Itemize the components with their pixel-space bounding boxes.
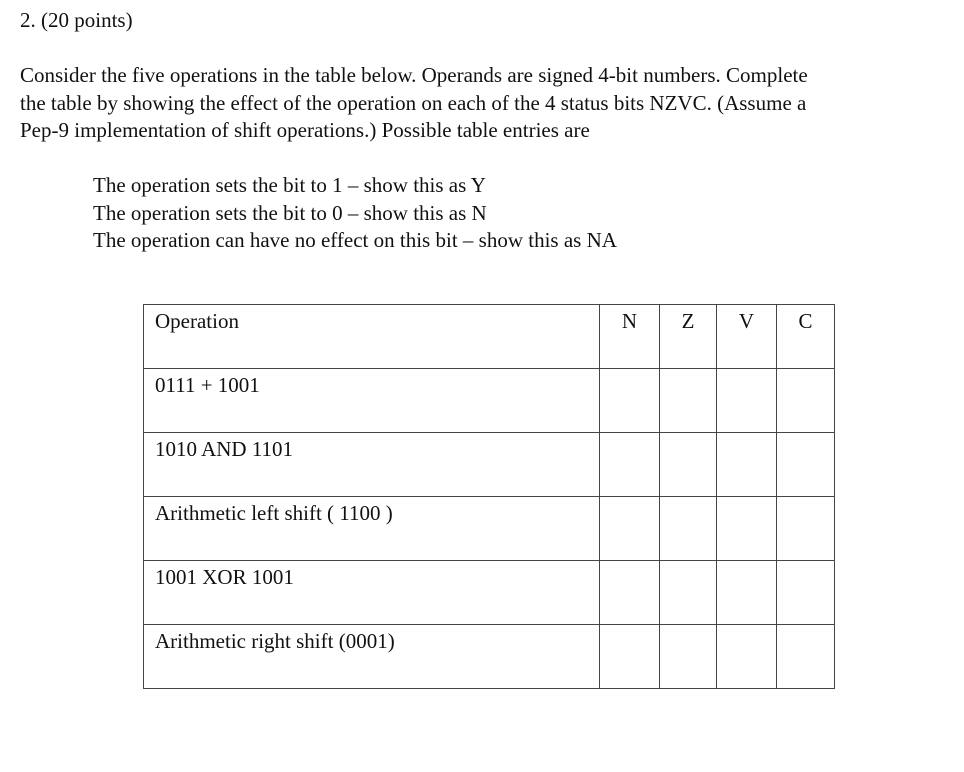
c-answer-cell[interactable]	[777, 497, 835, 561]
intro-line: Pep-9 implementation of shift operations.) Possible table entries are	[20, 118, 590, 142]
entry-option-na: The operation can have no effect on this bit – show this as NA	[93, 228, 617, 252]
c-answer-cell[interactable]	[777, 369, 835, 433]
header-c: C	[777, 305, 835, 369]
operation-cell: 1001 XOR 1001	[144, 561, 600, 625]
c-answer-cell[interactable]	[777, 625, 835, 689]
entry-option-yes: The operation sets the bit to 1 – show this as Y	[93, 173, 486, 197]
operation-cell: Arithmetic left shift ( 1100 )	[144, 497, 600, 561]
z-answer-cell[interactable]	[660, 433, 717, 497]
entry-option-no: The operation sets the bit to 0 – show this as N	[93, 200, 487, 225]
table-row	[144, 369, 835, 433]
v-answer-cell[interactable]	[717, 497, 777, 561]
z-answer-cell[interactable]	[660, 561, 717, 625]
n-answer-cell[interactable]	[600, 497, 660, 561]
intro-line: the table by showing the effect of the operation on each of the 4 status bits NZVC. (Assume a	[20, 90, 807, 115]
v-answer-cell[interactable]	[717, 369, 777, 433]
v-answer-cell[interactable]	[717, 433, 777, 497]
status-bits-table	[143, 304, 835, 689]
table-header-row	[144, 305, 835, 369]
intro-line: Consider the five operations in the table below. Operands are signed 4-bit numbers. Complete	[20, 63, 808, 87]
table-row	[144, 561, 835, 625]
n-answer-cell[interactable]	[600, 561, 660, 625]
v-answer-cell[interactable]	[717, 561, 777, 625]
table-row	[144, 625, 835, 689]
n-answer-cell[interactable]	[600, 625, 660, 689]
operation-cell: 1010 AND 1101	[144, 433, 600, 497]
header-v: V	[717, 305, 777, 369]
question-intro	[20, 62, 940, 145]
operation-cell: 0111 + 1001	[144, 369, 600, 433]
header-n: N	[600, 305, 660, 369]
table-row	[144, 497, 835, 561]
c-answer-cell[interactable]	[777, 561, 835, 625]
n-answer-cell[interactable]	[600, 433, 660, 497]
z-answer-cell[interactable]	[660, 625, 717, 689]
header-z: Z	[660, 305, 717, 369]
table-row	[144, 433, 835, 497]
z-answer-cell[interactable]	[660, 497, 717, 561]
operation-cell: Arithmetic right shift (0001)	[144, 625, 600, 689]
c-answer-cell[interactable]	[777, 433, 835, 497]
v-answer-cell[interactable]	[717, 625, 777, 689]
z-answer-cell[interactable]	[660, 369, 717, 433]
possible-entries-list	[93, 172, 617, 255]
question-heading: 2. (20 points)	[20, 8, 133, 32]
n-answer-cell[interactable]	[600, 369, 660, 433]
header-operation: Operation	[144, 305, 600, 369]
